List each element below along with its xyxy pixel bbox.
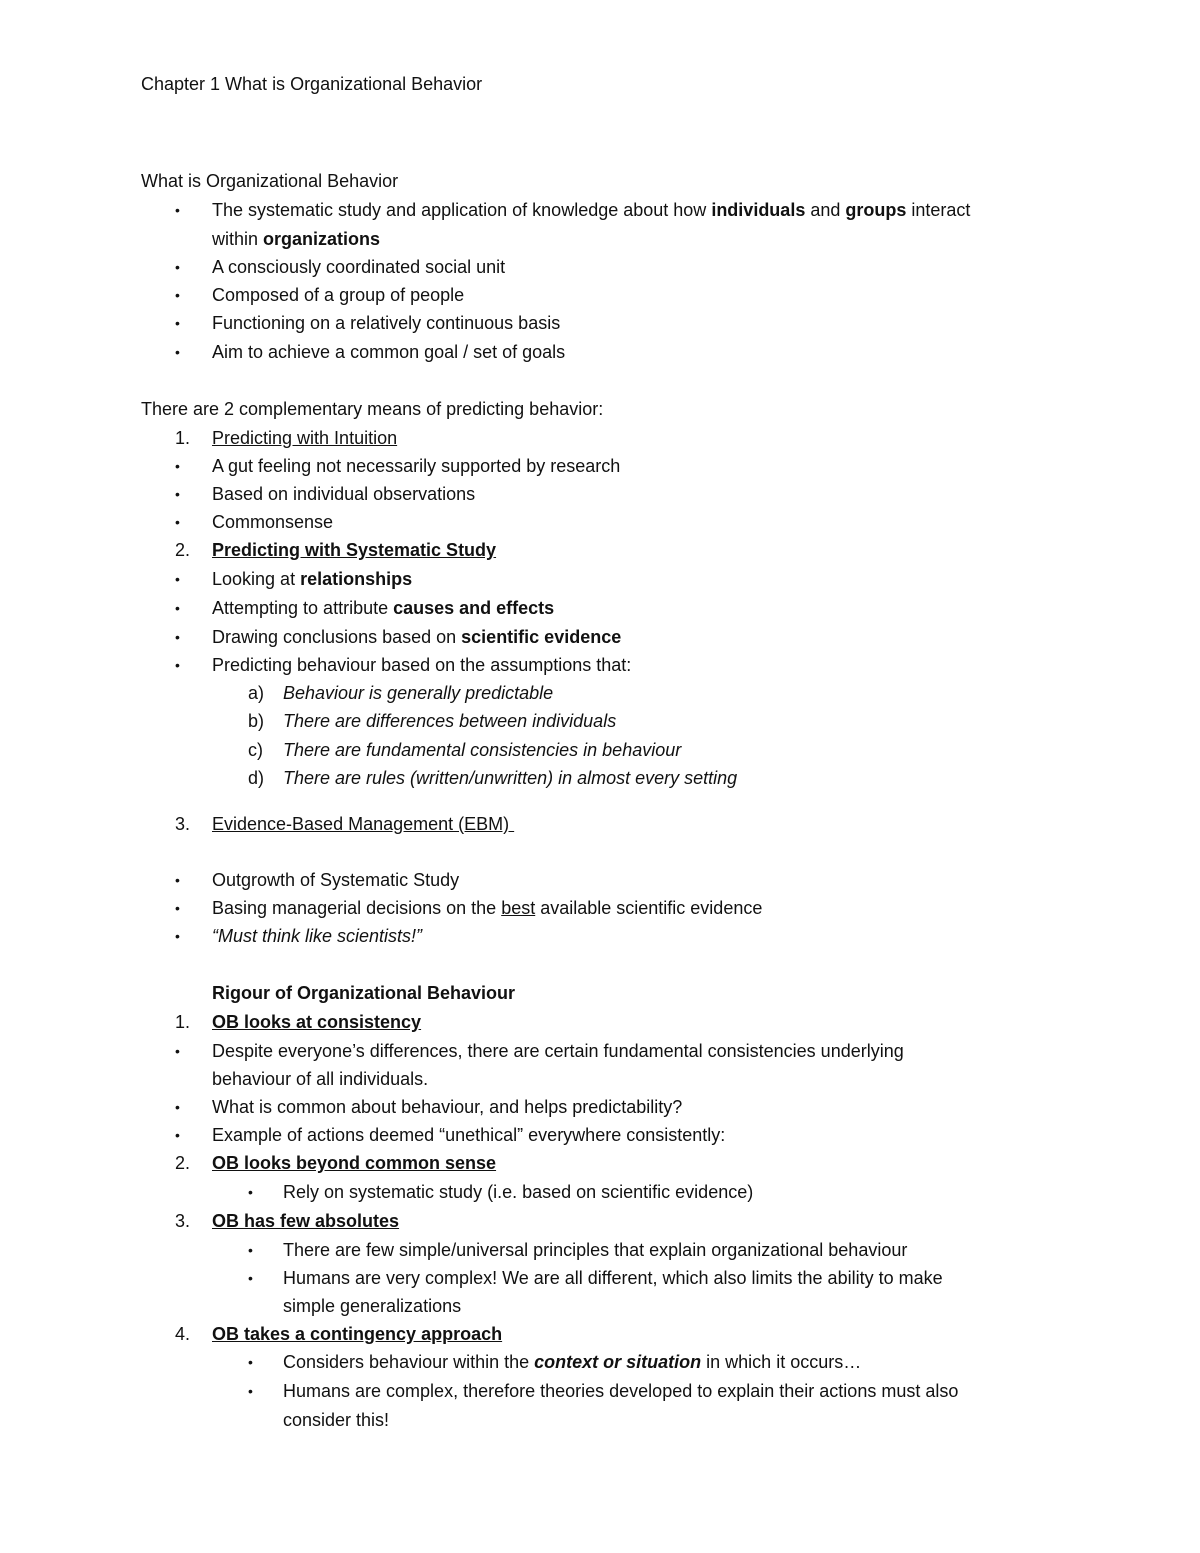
list-letter: b) bbox=[248, 711, 265, 731]
bullet-marker: • bbox=[248, 1184, 253, 1200]
list-item-quote: “Must think like scientists!” bbox=[212, 926, 423, 946]
list-item: Outgrowth of Systematic Study bbox=[212, 870, 460, 890]
subheading-contingency: OB takes a contingency approach bbox=[212, 1324, 503, 1344]
bullet-marker: • bbox=[175, 928, 180, 944]
list-item: Attempting to attribute causes and effects bbox=[212, 598, 555, 618]
bullet-marker: • bbox=[175, 287, 180, 303]
bullet-marker: • bbox=[175, 571, 180, 587]
list-number: 3. bbox=[175, 814, 191, 834]
subheading-consistency: OB looks at consistency bbox=[212, 1012, 422, 1032]
bullet-marker: • bbox=[248, 1242, 253, 1258]
list-number: 4. bbox=[175, 1324, 191, 1344]
list-letter: c) bbox=[248, 740, 263, 760]
list-item: Example of actions deemed “unethical” everywhere consistently: bbox=[212, 1125, 726, 1145]
list-item: Aim to achieve a common goal / set of goals bbox=[212, 342, 566, 362]
list-item: Rely on systematic study (i.e. based on scientific evidence) bbox=[283, 1182, 754, 1202]
list-item: Predicting behaviour based on the assumptions that: bbox=[212, 655, 632, 675]
list-item: Considers behaviour within the context or situation in which it occurs… bbox=[283, 1352, 862, 1372]
list-item: Despite everyone’s differences, there are certain fundamental consistencies underlying bbox=[212, 1041, 904, 1061]
subheading-few-absolutes: OB has few absolutes bbox=[212, 1211, 400, 1231]
bullet-marker: • bbox=[175, 514, 180, 530]
list-item: What is common about behaviour, and helps predictability? bbox=[212, 1097, 683, 1117]
assumption-item: There are rules (written/unwritten) in almost every setting bbox=[283, 768, 738, 788]
list-letter: a) bbox=[248, 683, 265, 703]
bullet-marker: • bbox=[175, 202, 180, 218]
subheading-ebm: Evidence-Based Management (EBM) bbox=[212, 814, 515, 834]
bullet-marker: • bbox=[175, 872, 180, 888]
list-item: A consciously coordinated social unit bbox=[212, 257, 506, 277]
list-item: Humans are complex, therefore theories developed to explain their actions must also bbox=[283, 1381, 959, 1401]
bullet-marker: • bbox=[248, 1354, 253, 1370]
bullet-marker: • bbox=[175, 344, 180, 360]
bullet-marker: • bbox=[175, 657, 180, 673]
section-heading-rigour: Rigour of Organizational Behaviour bbox=[212, 983, 516, 1003]
list-item-continued: simple generalizations bbox=[283, 1296, 462, 1316]
bullet-marker: • bbox=[248, 1270, 253, 1286]
assumption-item: There are fundamental consistencies in behaviour bbox=[283, 740, 682, 760]
bullet-marker: • bbox=[175, 600, 180, 616]
list-number: 1. bbox=[175, 428, 191, 448]
list-item: Humans are very complex! We are all different, which also limits the ability to make bbox=[283, 1268, 943, 1288]
bullet-marker: • bbox=[175, 1099, 180, 1115]
list-item: Looking at relationships bbox=[212, 569, 413, 589]
list-number: 3. bbox=[175, 1211, 191, 1231]
bullet-marker: • bbox=[175, 1127, 180, 1143]
bullet-marker: • bbox=[175, 900, 180, 916]
bullet-marker: • bbox=[248, 1383, 253, 1399]
subheading-intuition: Predicting with Intuition bbox=[212, 428, 398, 448]
list-item: Functioning on a relatively continuous basis bbox=[212, 313, 561, 333]
subheading-systematic-study: Predicting with Systematic Study bbox=[212, 540, 497, 560]
section-intro-predicting: There are 2 complementary means of predicting behavior: bbox=[141, 399, 604, 419]
list-number: 2. bbox=[175, 540, 191, 560]
list-item: Drawing conclusions based on scientific evidence bbox=[212, 627, 622, 647]
document-title: Chapter 1 What is Organizational Behavior bbox=[141, 74, 483, 94]
list-number: 2. bbox=[175, 1153, 191, 1173]
subheading-common-sense: OB looks beyond common sense bbox=[212, 1153, 497, 1173]
assumption-item: There are differences between individuals bbox=[283, 711, 617, 731]
bullet-marker: • bbox=[175, 486, 180, 502]
bullet-marker: • bbox=[175, 629, 180, 645]
list-item: Commonsense bbox=[212, 512, 334, 532]
assumption-item: Behaviour is generally predictable bbox=[283, 683, 554, 703]
list-item: A gut feeling not necessarily supported by research bbox=[212, 456, 621, 476]
bullet-marker: • bbox=[175, 315, 180, 331]
list-item: Composed of a group of people bbox=[212, 285, 465, 305]
bullet-marker: • bbox=[175, 259, 180, 275]
list-item-continued: consider this! bbox=[283, 1410, 390, 1430]
list-number: 1. bbox=[175, 1012, 191, 1032]
list-item-definition-continued: within organizations bbox=[212, 229, 381, 249]
list-item: There are few simple/universal principles that explain organizational behaviour bbox=[283, 1240, 908, 1260]
bullet-marker: • bbox=[175, 458, 180, 474]
bullet-marker: • bbox=[175, 1043, 180, 1059]
list-letter: d) bbox=[248, 768, 265, 788]
list-item: Based on individual observations bbox=[212, 484, 476, 504]
list-item-definition: The systematic study and application of knowledge about how individuals and groups interact bbox=[212, 200, 971, 220]
list-item-continued: behaviour of all individuals. bbox=[212, 1069, 429, 1089]
section-heading-what-is-ob: What is Organizational Behavior bbox=[141, 171, 399, 191]
list-item: Basing managerial decisions on the best available scientific evidence bbox=[212, 898, 763, 918]
